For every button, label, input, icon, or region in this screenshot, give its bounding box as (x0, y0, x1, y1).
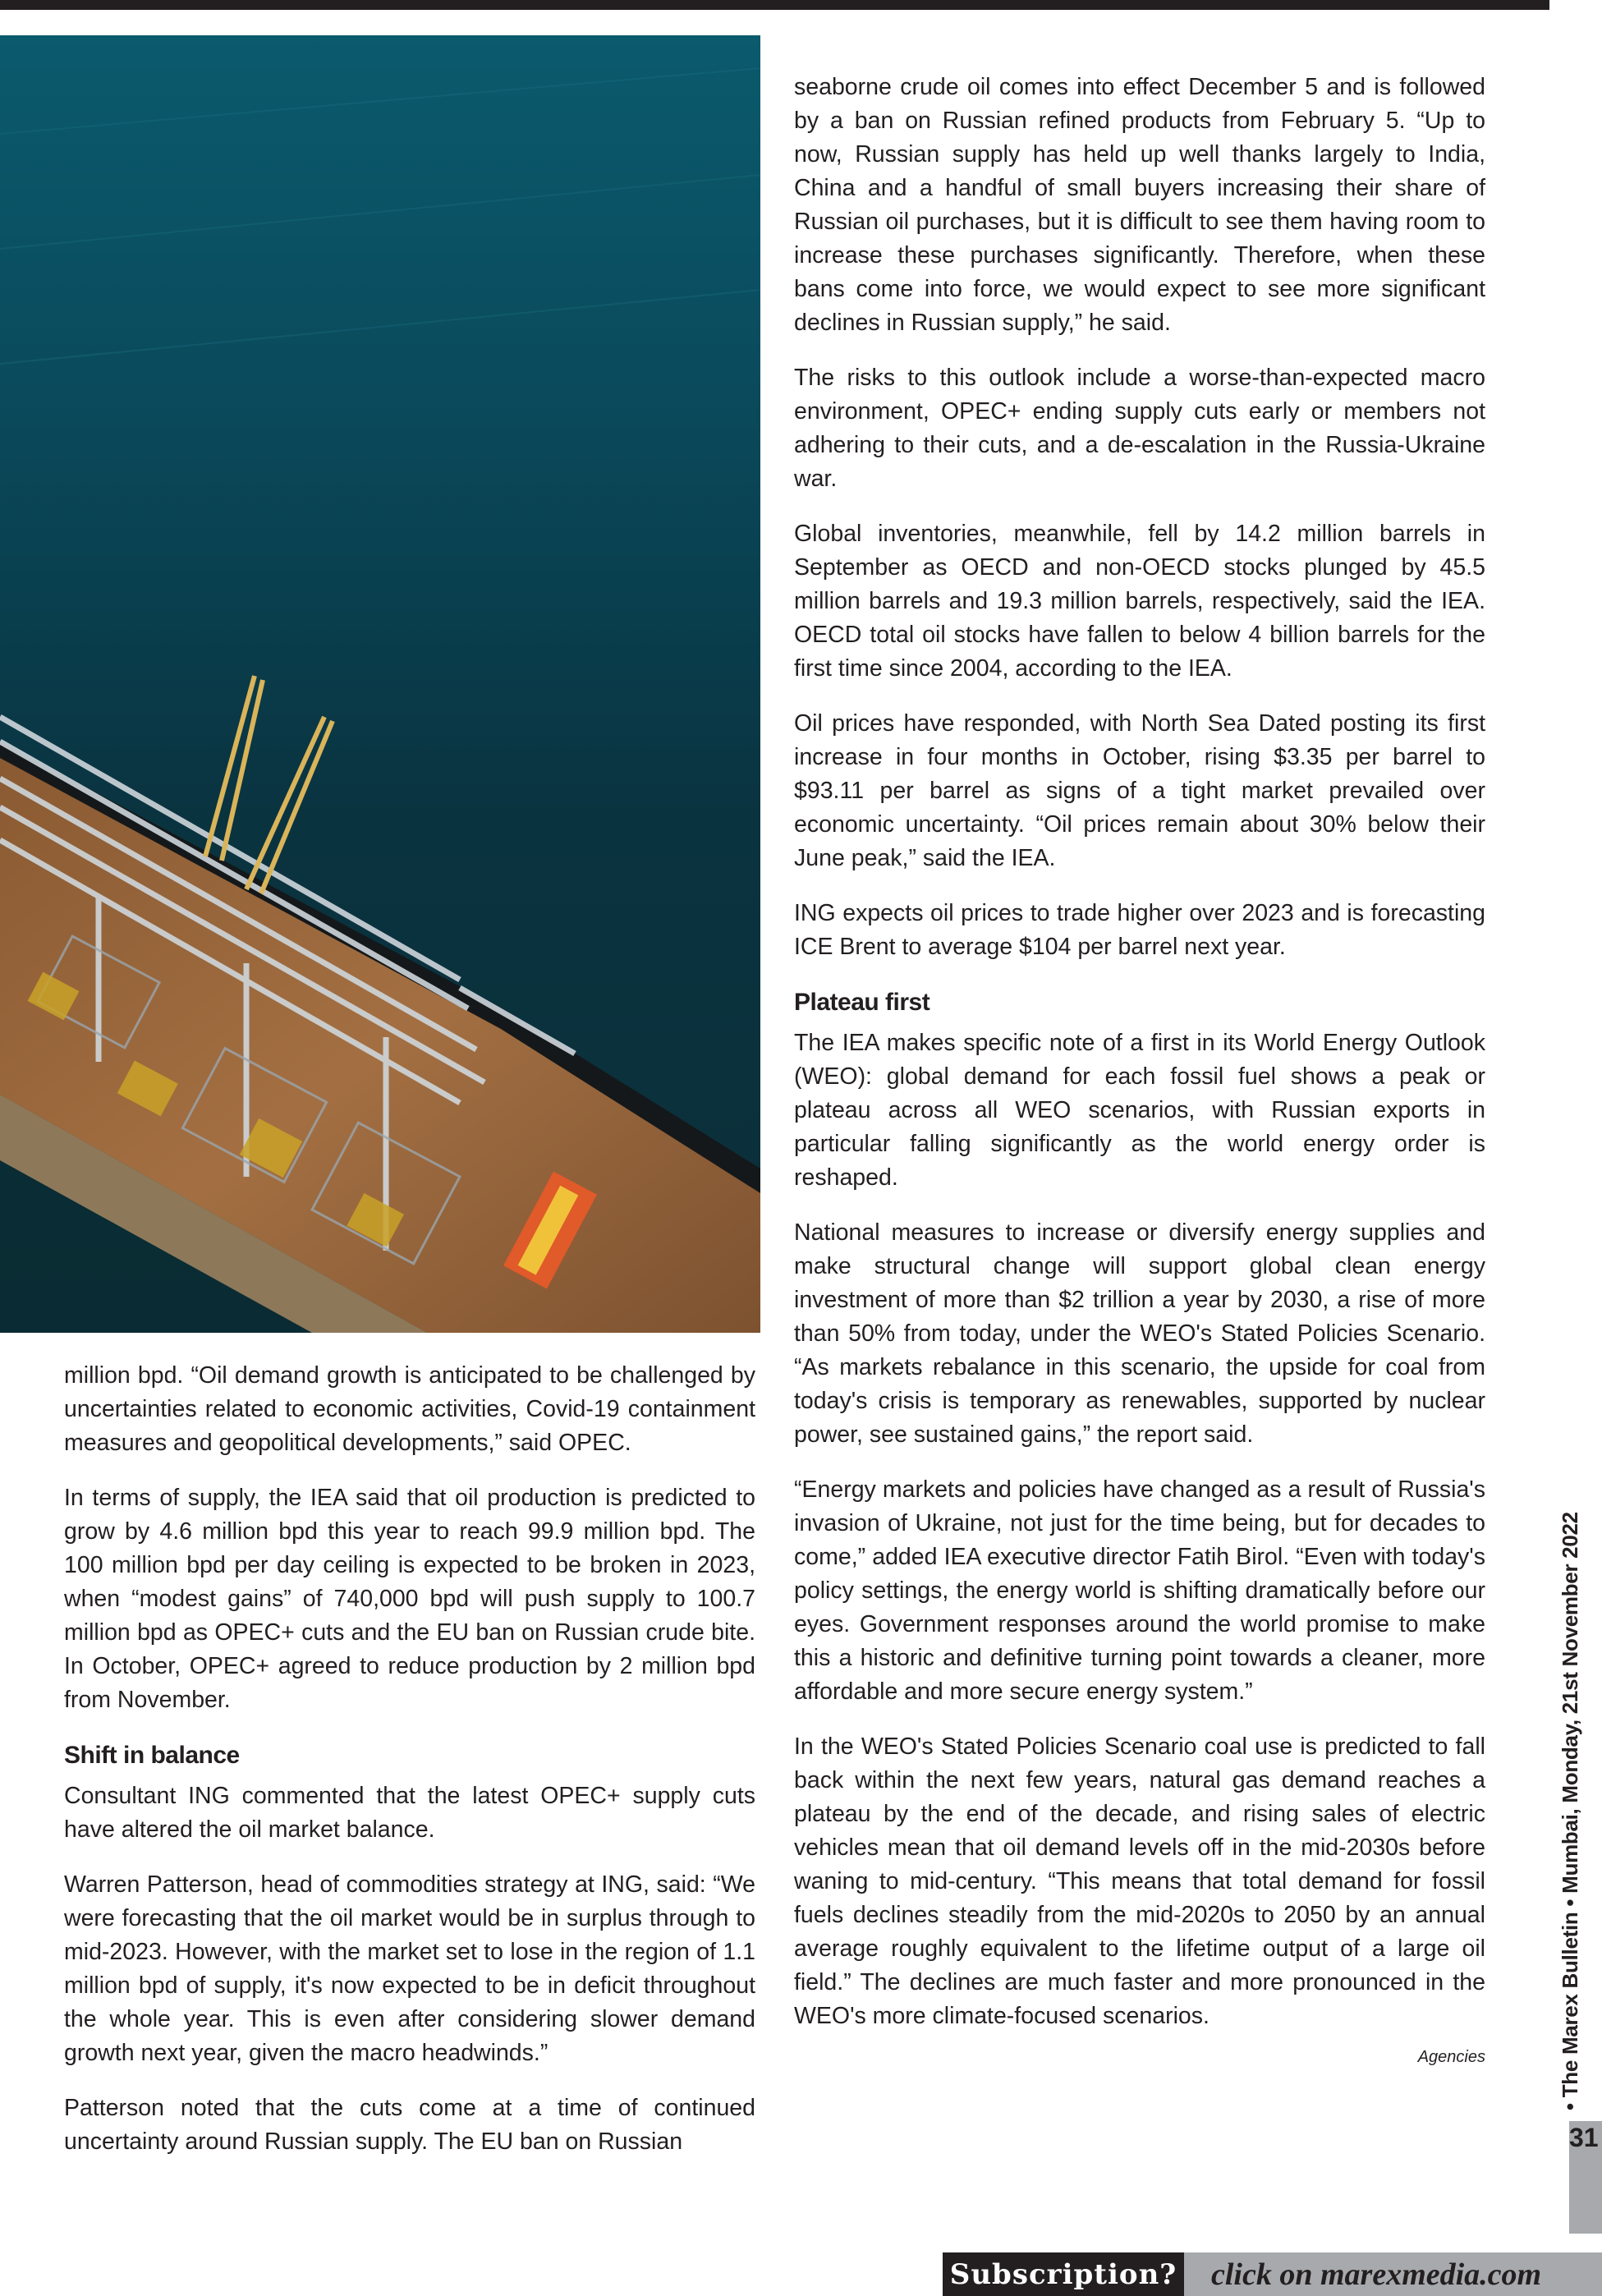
paragraph: “Energy markets and policies have changed as a result of Russia's invasion of Ukraine, not just for the time being, but for decades to come,” added IEA executive director Fatih Birol. “Even with today's policy settings, the energy world is shifting dramatically before our eyes. Government responses around the world promise to make this a historic and definitive turning point towards a cleaner, more affordable and more secure energy system.” (794, 1476, 1485, 1705)
jetty-illustration-icon (0, 35, 760, 1333)
subscription-banner[interactable] (943, 2252, 1602, 2296)
article-column-right (794, 71, 1485, 2069)
paragraph: Global inventories, meanwhile, fell by 14.2 million barrels in September as OECD and non-OECD stocks plunged by 45.5 million barrels and 19.3 million barrels, respectively, said the IEA. OECD total oil stocks have fallen to below 4 billion barrels for the first time since 2004, according to the IEA. (794, 521, 1485, 682)
oil-jetty-photo (0, 35, 760, 1333)
section-heading-shift-in-balance: Shift in balance (64, 1742, 240, 1769)
marexmedia-link[interactable]: click on marexmedia.com (1184, 2252, 1602, 2296)
article-column-left (64, 1359, 755, 2180)
paragraph: The IEA makes specific note of a first in its World Energy Outlook (WEO): global demand for each fossil fuel shows a peak or plateau across all WEO scenarios, with Russian exports in particular falling significantly as the world energy order is reshaped. (794, 1030, 1485, 1191)
paragraph: seaborne crude oil comes into effect December 5 and is followed by a ban on Russian refined products from February 5. “Up to now, Russian supply has held up well thanks largely to India, China and a handful of small buyers increasing their share of Russian oil purchases, but it is difficult to see them having room to increase these purchases significantly. Therefore, when these bans come into force, we would expect to see more significant declines in Russian supply,” he said. (794, 74, 1485, 336)
paragraph: Consultant ING commented that the latest OPEC+ supply cuts have altered the oil market balance. (64, 1783, 755, 1843)
paragraph: Oil prices have responded, with North Sea Dated posting its first increase in four months in October, rising $3.35 per barrel to $93.11 per barrel as signs of a tight market prevailed over economic uncertainty. “Oil prices remain about 30% below their June peak,” said the IEA. (794, 710, 1485, 871)
top-rule-bar (0, 0, 1549, 10)
paragraph: In the WEO's Stated Policies Scenario coal use is predicted to fall back within the next few years, natural gas demand reaches a plateau by the end of the decade, and rising sales of electric vehicles mean that oil demand levels off in the mid-2030s before waning to mid-century. “This means that total demand for fossil fuels declines steadily from the mid-2020s to 2050 by an annual average roughly equivalent to the lifetime output of a large oil field.” The declines are much faster and more pronounced in the WEO's more climate-focused scenarios. (794, 1733, 1485, 2029)
paragraph: Patterson noted that the cuts come at a time of continued uncertainty around Russian supply. The EU ban on Russian (64, 2095, 755, 2155)
paragraph: The risks to this outlook include a worse-than-expected macro environment, OPEC+ ending supply cuts early or members not adhering to their cuts, and a de-escalation in the Russia-Ukraine war. (794, 365, 1485, 492)
paragraph: ING expects oil prices to trade higher over 2023 and is forecasting ICE Brent to average $104 per barrel next year. (794, 900, 1485, 960)
paragraph: million bpd. “Oil demand growth is anticipated to be challenged by uncertainties related to economic activities, Covid-19 containment measures and geopolitical developments,” said OPEC. (64, 1362, 755, 1456)
paragraph: National measures to increase or diversify energy supplies and make structural change will support global clean energy investment of more than $2 trillion a year by 2030, a rise of more than 50% from today, under the WEO's Stated Policies Scenario. “As markets rebalance in this scenario, the upside for coal from today's crisis is temporary as renewables, supported by nuclear power, see sustained gains,” the report said. (794, 1219, 1485, 1448)
section-heading-plateau-first: Plateau first (794, 989, 930, 1016)
paragraph: Warren Patterson, head of commodities strategy at ING, said: “We were forecasting that the oil market would be in surplus through to mid-2023. However, with the market set to lose in the region of 1.1 million bpd of supply, it's now expected to be in deficit throughout the whole year. This is even after considering slower demand growth next year, given the macro headwinds.” (64, 1871, 755, 2066)
subscription-label: Subscription? (943, 2252, 1184, 2296)
source-credit: Agencies (1417, 2048, 1485, 2066)
paragraph: In terms of supply, the IEA said that oil production is predicted to grow by 4.6 million bpd this year to reach 99.9 million bpd. The 100 million bpd per day ceiling is expected to be broken in 2023, when “modest gains” of 740,000 bpd will push supply to 100.7 million bpd as OPEC+ cuts and the EU ban on Russian crude bite. In October, OPEC+ agreed to reduce production by 2 million bpd from November. (64, 1485, 755, 1713)
page-number: 31 (1569, 2123, 1599, 2152)
running-head: • The Marex Bulletin • Mumbai, Monday, 21st November 2022 (1558, 1512, 1582, 2110)
